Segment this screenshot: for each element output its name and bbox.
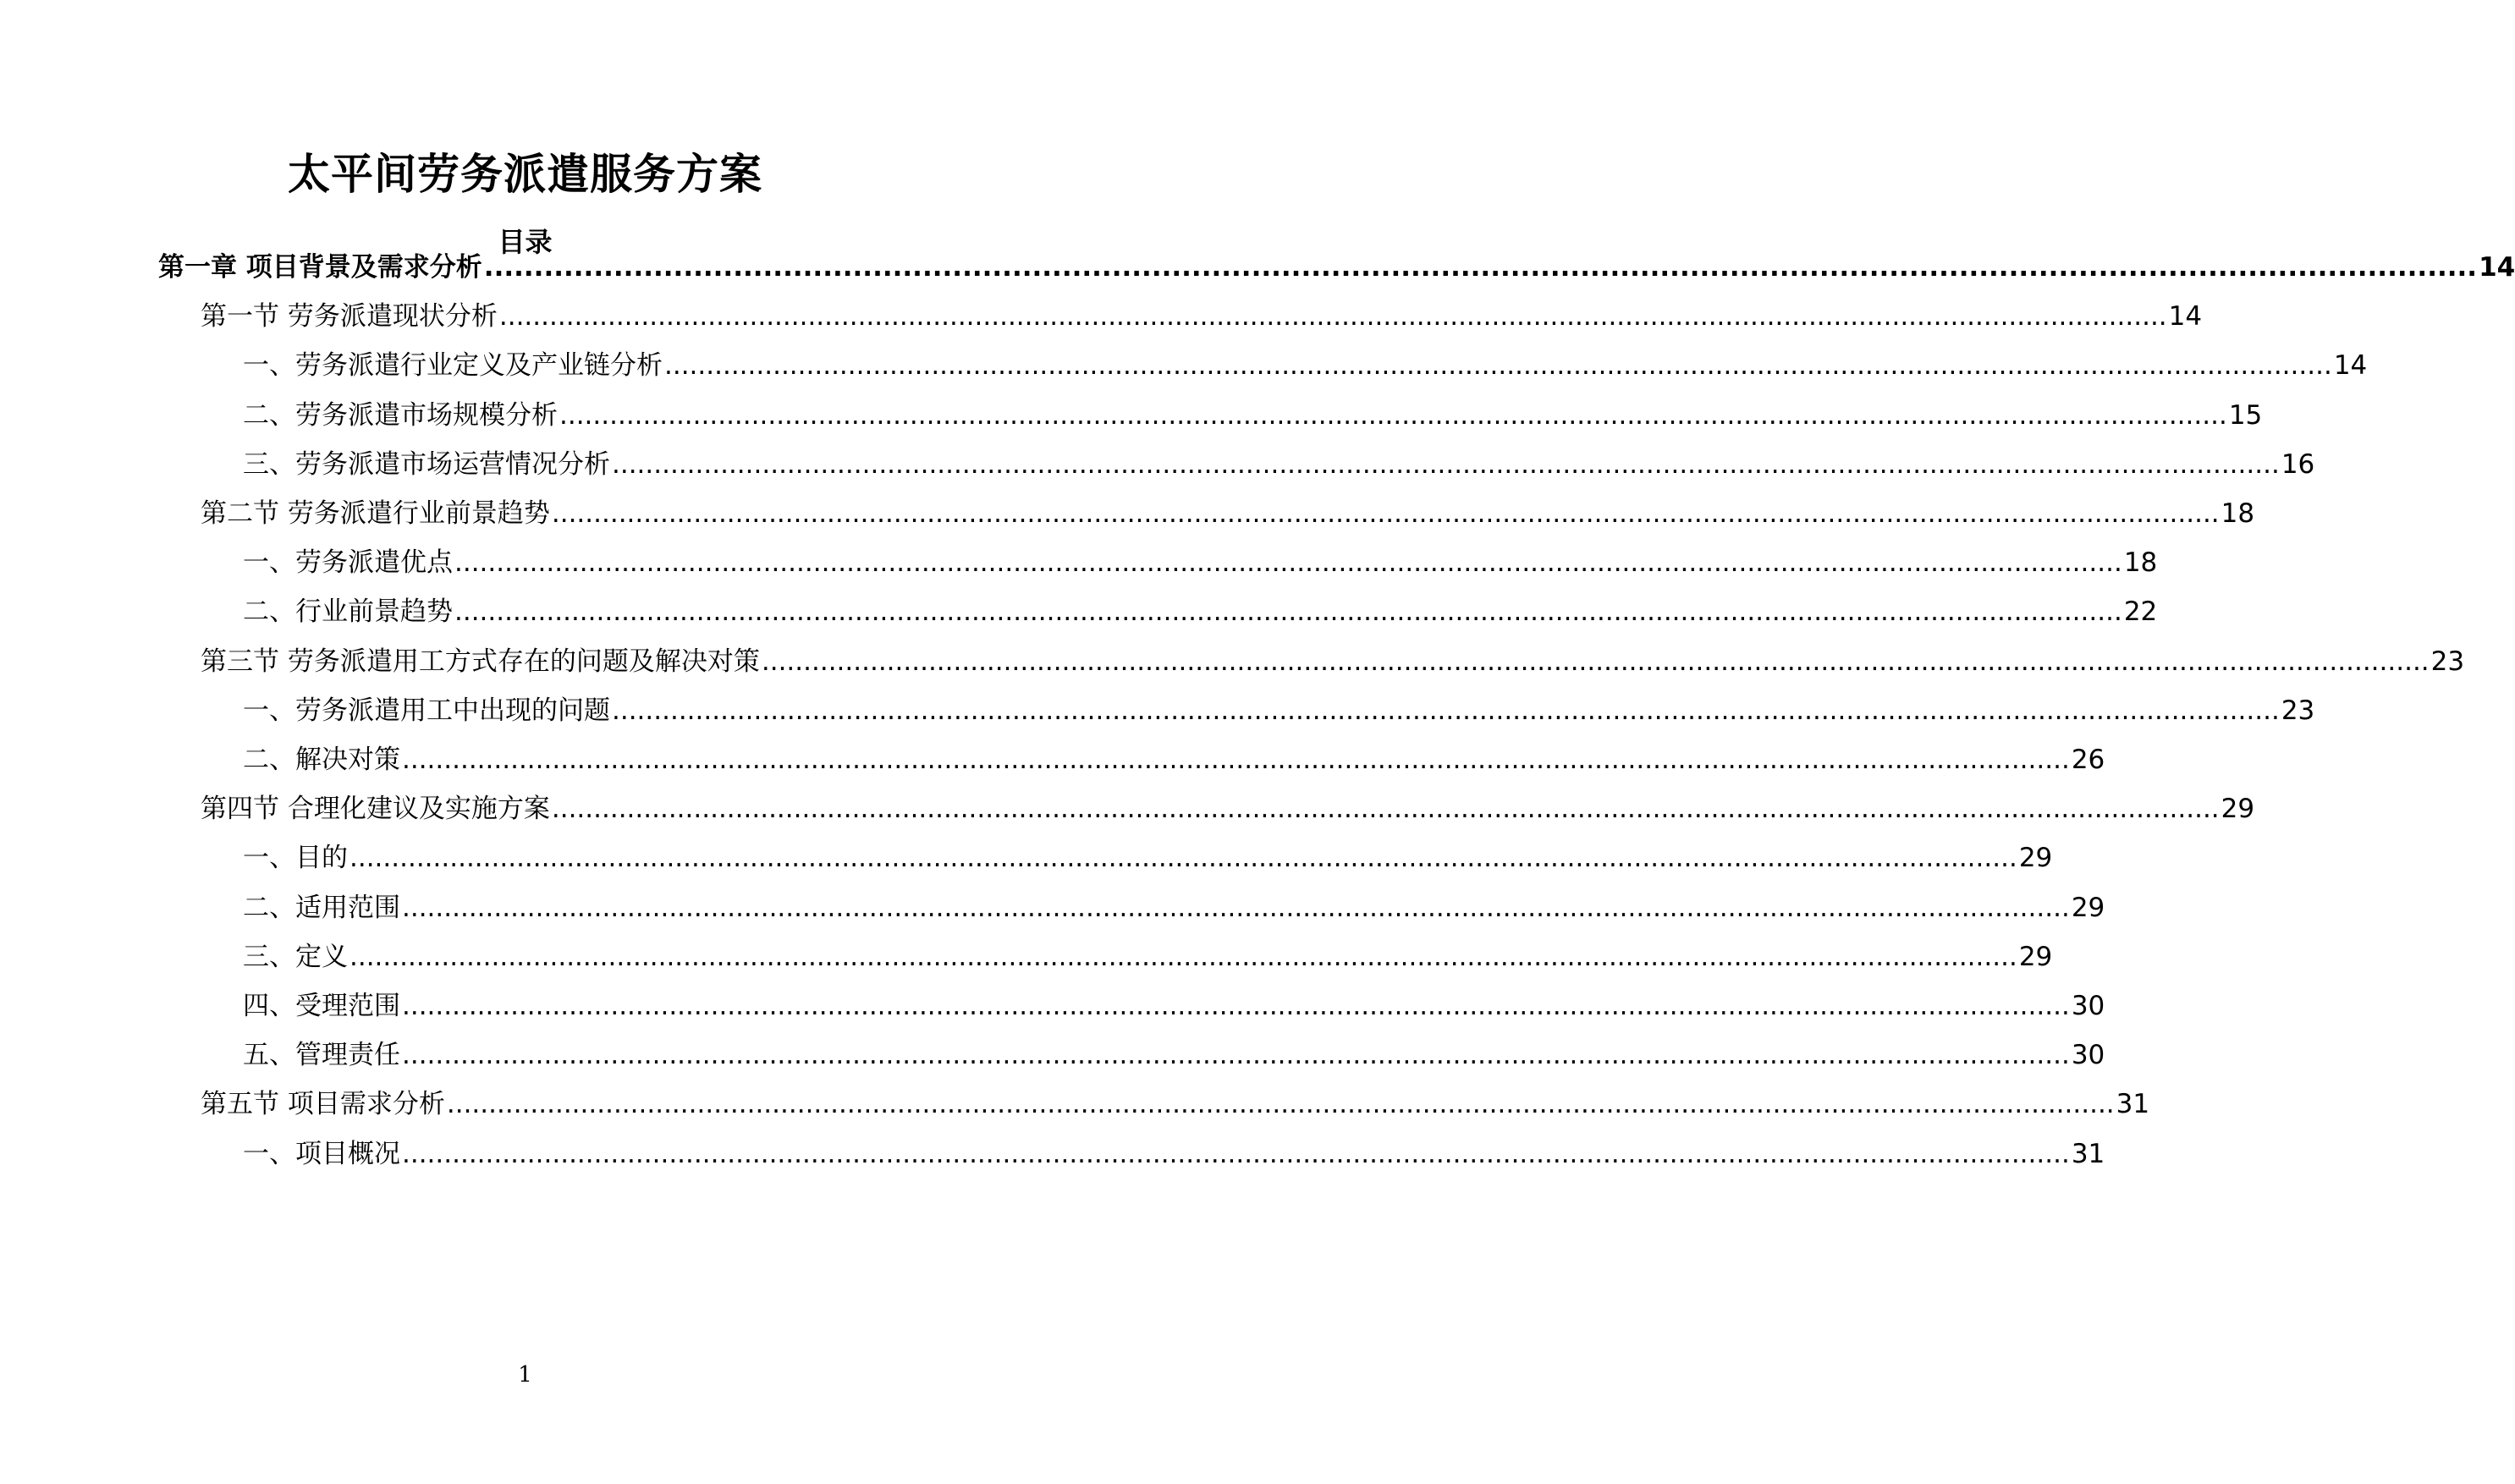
toc-entry-title: 一、劳务派遣优点	[243, 547, 453, 579]
toc-entry-page: 30	[2071, 991, 2105, 1021]
toc-entry-title: 第四节 合理化建议及实施方案	[201, 794, 550, 825]
toc-entry-page: 30	[2071, 1040, 2105, 1071]
toc-entry-title: 二、行业前景趋势	[243, 596, 453, 628]
toc-entry[interactable]	[201, 495, 2255, 532]
toc-entry-page: 14	[2168, 301, 2203, 333]
toc-entry[interactable]	[243, 692, 2315, 729]
toc-entry-title: 第五节 项目需求分析	[201, 1089, 445, 1120]
toc-entry[interactable]	[201, 298, 2203, 335]
toc-entry[interactable]	[243, 741, 2105, 778]
toc-entry-page: 31	[2116, 1089, 2150, 1120]
toc-dot-leader: ........................................................................................................................................................................................................	[402, 745, 2070, 775]
toc-entry-page: 29	[2221, 794, 2255, 825]
toc-entry-title: 第一节 劳务派遣现状分析	[201, 301, 498, 333]
toc-dot-leader: ........................................................................................................................................................................................................	[664, 350, 2332, 382]
toc-dot-leader: ........................................................................................................................................................................................................	[551, 498, 2220, 529]
toc-dot-leader: ........................................................................................................................................................................................................	[454, 547, 2122, 579]
toc-heading: 目录	[498, 226, 553, 258]
toc-entry-page: 31	[2071, 1138, 2105, 1169]
toc-dot-leader: ........................................................................................................................................................................................................	[454, 596, 2122, 628]
toc-entry-title: 五、管理责任	[243, 1040, 400, 1071]
toc-dot-leader: ........................................................................................................................................................................................................	[402, 892, 2070, 923]
toc-dot-leader: ........................................................................................................................................................................................................	[559, 399, 2227, 431]
toc-entry[interactable]	[243, 544, 2158, 581]
toc-dot-leader: ........................................................................................................................................................................................................	[402, 991, 2070, 1021]
toc-entry[interactable]	[158, 249, 2515, 286]
toc-entry-title: 第二节 劳务派遣行业前景趋势	[201, 498, 550, 529]
toc-dot-leader: ........................................................................................................................................................................................................	[349, 843, 2017, 874]
toc-entry[interactable]	[243, 889, 2105, 926]
toc-entry-page: 26	[2071, 745, 2105, 775]
toc-entry[interactable]	[201, 1086, 2150, 1123]
toc-entry[interactable]	[243, 446, 2315, 483]
document-title: 太平间劳务派遣服务方案	[288, 150, 762, 199]
toc-entry-page: 29	[2018, 941, 2053, 972]
toc-dot-leader: ........................................................................................................................................................................................................	[402, 1138, 2070, 1169]
toc-dot-leader: ........................................................................................................................................................................................................	[483, 252, 2478, 283]
toc-dot-leader: ........................................................................................................................................................................................................	[551, 794, 2220, 825]
toc-dot-leader: ........................................................................................................................................................................................................	[612, 695, 2280, 726]
toc-entry[interactable]	[201, 643, 2465, 680]
toc-entry-page: 29	[2018, 843, 2053, 874]
toc-entry-page: 16	[2281, 448, 2315, 480]
toc-entry[interactable]	[243, 938, 2053, 976]
toc-dot-leader: ........................................................................................................................................................................................................	[612, 448, 2280, 480]
toc-entry-page: 23	[2281, 695, 2315, 726]
toc-entry[interactable]	[243, 839, 2053, 877]
toc-entry[interactable]	[243, 347, 2368, 384]
toc-dot-leader: ........................................................................................................................................................................................................	[761, 646, 2430, 677]
page-number: 1	[518, 1362, 532, 1388]
toc-entry-title: 一、项目概况	[243, 1138, 400, 1169]
toc-entry-title: 第一章 项目背景及需求分析	[158, 252, 482, 283]
toc-entry-title: 二、解决对策	[243, 745, 400, 775]
toc-dot-leader: ........................................................................................................................................................................................................	[349, 941, 2017, 972]
toc-entry[interactable]	[243, 987, 2105, 1025]
toc-entry-title: 一、劳务派遣用工中出现的问题	[243, 695, 610, 726]
toc-dot-leader: ........................................................................................................................................................................................................	[446, 1089, 2115, 1120]
toc-entry-page: 22	[2123, 596, 2158, 628]
toc-entry[interactable]	[243, 397, 2263, 434]
toc-entry-page: 14	[2479, 252, 2515, 283]
toc-entry[interactable]	[243, 1135, 2105, 1173]
toc-entry-page: 29	[2071, 892, 2105, 923]
toc-entry[interactable]	[243, 593, 2158, 630]
toc-entry-page: 15	[2228, 399, 2263, 431]
toc-dot-leader: ........................................................................................................................................................................................................	[498, 301, 2167, 333]
toc-entry-title: 二、适用范围	[243, 892, 400, 923]
toc-entry-title: 一、劳务派遣行业定义及产业链分析	[243, 350, 663, 382]
toc-entry[interactable]	[201, 790, 2255, 827]
toc-dot-leader: ........................................................................................................................................................................................................	[402, 1040, 2070, 1071]
toc-entry-page: 23	[2430, 646, 2465, 677]
toc-entry-title: 二、劳务派遣市场规模分析	[243, 399, 558, 431]
toc-entry-page: 14	[2333, 350, 2368, 382]
toc-entry-page: 18	[2123, 547, 2158, 579]
toc-entry[interactable]	[243, 1036, 2105, 1074]
toc-entry-title: 四、受理范围	[243, 991, 400, 1021]
toc-entry-title: 三、劳务派遣市场运营情况分析	[243, 448, 610, 480]
toc-entry-title: 第三节 劳务派遣用工方式存在的问题及解决对策	[201, 646, 760, 677]
toc-entry-title: 一、目的	[243, 843, 348, 874]
toc-entry-page: 18	[2221, 498, 2255, 529]
toc-entry-title: 三、定义	[243, 941, 348, 972]
